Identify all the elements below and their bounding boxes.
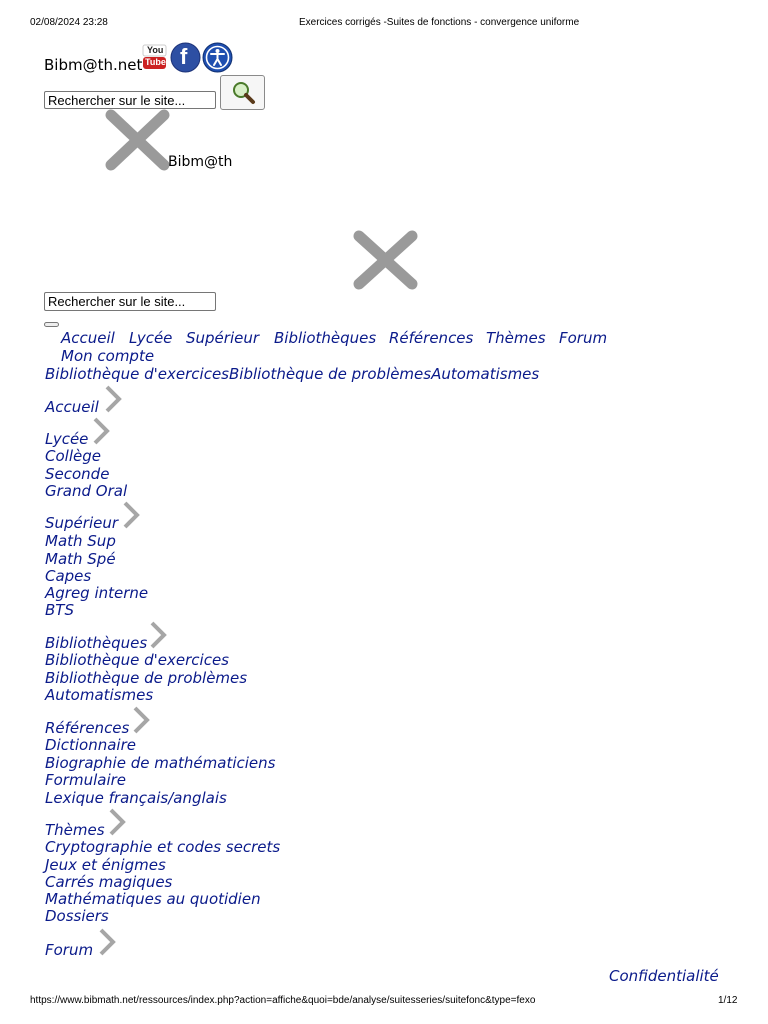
search-input[interactable]: Rechercher sur le site...	[44, 91, 216, 109]
magnifier-icon	[231, 80, 257, 106]
menu-references[interactable]: Références	[45, 719, 130, 737]
menu-accueil[interactable]: Accueil	[45, 398, 99, 416]
menu-item-math-sup[interactable]: Math Sup	[45, 532, 116, 550]
menu-item-automatismes[interactable]: Automatismes	[45, 686, 154, 704]
privacy-link[interactable]: Confidentialité	[609, 967, 719, 985]
broken-image-icon	[105, 109, 170, 171]
chevron-right-icon[interactable]	[148, 621, 168, 649]
menu-item-biographie[interactable]: Biographie de mathématiciens	[45, 754, 276, 772]
youtube-icon[interactable]	[142, 44, 167, 70]
chevron-right-icon[interactable]	[91, 417, 111, 445]
accessibility-icon[interactable]	[202, 42, 233, 73]
menu-item-math-spe[interactable]: Math Spé	[45, 550, 116, 568]
menu-item-lexique[interactable]: Lexique français/anglais	[45, 789, 227, 807]
menu-lycee[interactable]: Lycée	[45, 430, 89, 448]
menu-item-dictionnaire[interactable]: Dictionnaire	[45, 736, 136, 754]
search-input-mobile[interactable]: Rechercher sur le site...	[44, 292, 216, 311]
menu-item-jeux[interactable]: Jeux et énigmes	[45, 856, 166, 874]
logo-alt-text[interactable]: Bibm@th	[168, 154, 233, 170]
topnav-superieur[interactable]: Supérieur	[186, 329, 260, 347]
menu-item-formulaire[interactable]: Formulaire	[45, 771, 127, 789]
menu-item-bib-problemes[interactable]: Bibliothèque de problèmes	[45, 669, 248, 687]
close-icon[interactable]	[352, 229, 419, 291]
site-name[interactable]: Bibm@th.net	[44, 56, 143, 74]
chevron-right-icon[interactable]	[97, 928, 117, 956]
menu-item-dossiers[interactable]: Dossiers	[45, 907, 109, 925]
menu-bibliotheques[interactable]: Bibliothèques	[45, 634, 148, 652]
quicklink-exercices[interactable]: Bibliothèque d'exercices	[45, 365, 229, 383]
menu-themes[interactable]: Thèmes	[45, 821, 105, 839]
menu-item-capes[interactable]: Capes	[45, 567, 92, 585]
menu-item-quotidien[interactable]: Mathématiques au quotidien	[45, 890, 261, 908]
quicklink-problemes[interactable]: Bibliothèque de problèmes	[228, 365, 432, 383]
print-title: Exercices corrigés -Suites de fonctions - convergence uniforme	[299, 17, 580, 28]
menu-item-grand-oral[interactable]: Grand Oral	[45, 482, 128, 500]
menu-superieur[interactable]: Supérieur	[45, 514, 119, 532]
topnav-lycee[interactable]: Lycée	[129, 329, 173, 347]
menu-item-carres-magiques[interactable]: Carrés magiques	[45, 873, 173, 891]
facebook-label: f	[180, 44, 188, 69]
search-button[interactable]	[220, 75, 265, 110]
menu-forum[interactable]: Forum	[45, 941, 94, 959]
youtube-label-bottom: Tube	[145, 57, 166, 67]
chevron-right-icon[interactable]	[107, 808, 127, 836]
facebook-icon[interactable]	[170, 42, 201, 73]
topnav-account[interactable]: Mon compte	[61, 347, 155, 365]
menu-item-bib-exercices[interactable]: Bibliothèque d'exercices	[45, 651, 229, 669]
youtube-label-top: You	[147, 45, 164, 55]
print-page-number: 1/12	[718, 995, 738, 1006]
quicklink-automatismes[interactable]: Automatismes	[431, 365, 540, 383]
menu-item-agreg-interne[interactable]: Agreg interne	[45, 584, 149, 602]
quicklinks-row	[45, 366, 539, 383]
topnav-bibliotheques[interactable]: Bibliothèques	[274, 329, 377, 347]
menu-item-bts[interactable]: BTS	[45, 601, 74, 619]
menu-item-college[interactable]: Collège	[45, 447, 101, 465]
topnav-forum[interactable]: Forum	[559, 329, 608, 347]
print-url: https://www.bibmath.net/ressources/index.php?action=affiche&quoi=bde/analyse/suitesseries/suitefonc&type=fexo	[30, 995, 536, 1006]
menu-item-seconde[interactable]: Seconde	[45, 465, 110, 483]
print-datetime: 02/08/2024 23:28	[30, 17, 108, 28]
menu-item-cryptographie[interactable]: Cryptographie et codes secrets	[45, 838, 281, 856]
topnav-references[interactable]: Références	[389, 329, 474, 347]
chevron-right-icon[interactable]	[131, 706, 151, 734]
chevron-right-icon[interactable]	[103, 385, 123, 413]
topnav-accueil[interactable]: Accueil	[61, 329, 115, 347]
menu-toggle-button[interactable]	[44, 322, 59, 327]
topnav-themes[interactable]: Thèmes	[486, 329, 546, 347]
chevron-right-icon[interactable]	[121, 501, 141, 529]
